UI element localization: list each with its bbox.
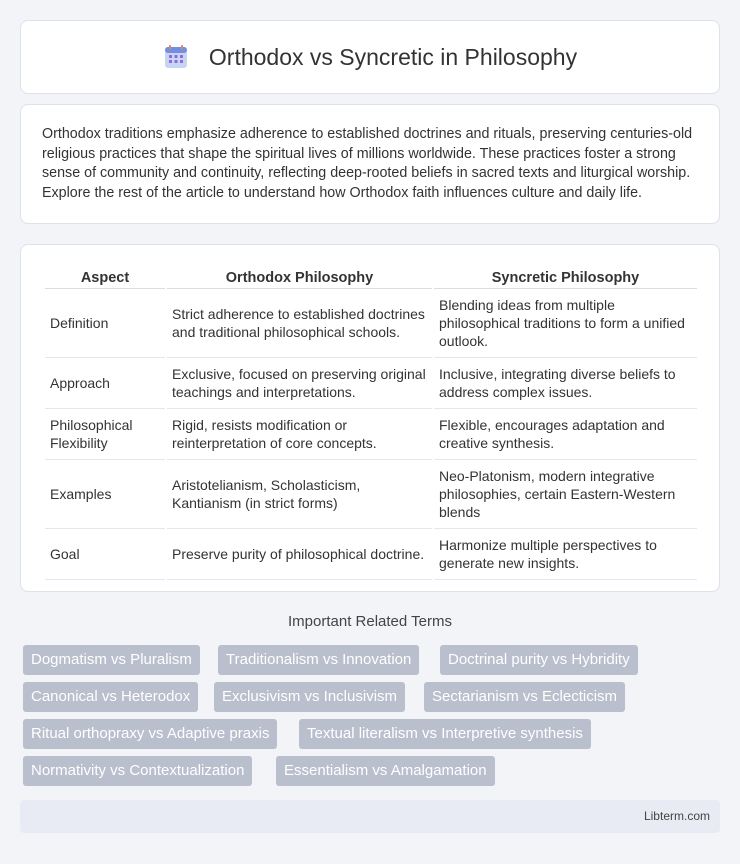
table-grid-icon xyxy=(163,44,189,70)
table-row xyxy=(45,409,697,460)
table-row xyxy=(45,529,697,580)
orthodox-cell: Exclusive, focused on preserving original teachings and interpretations. xyxy=(167,358,432,409)
aspect-cell: Approach xyxy=(45,358,165,409)
related-term-tag[interactable]: Ritual orthopraxy vs Adaptive praxis xyxy=(23,719,277,749)
syncretic-cell: Neo-Platonism, modern integrative philosophies, certain Eastern-Western blends xyxy=(434,460,697,529)
related-term-tag[interactable]: Doctrinal purity vs Hybridity xyxy=(440,645,638,675)
column-header: Aspect xyxy=(45,263,165,289)
page-title: Orthodox vs Syncretic in Philosophy xyxy=(208,43,578,70)
syncretic-cell: Harmonize multiple perspectives to generate new insights. xyxy=(434,529,697,580)
intro-card xyxy=(20,104,720,224)
intro-paragraph: Orthodox traditions emphasize adherence to established doctrines and rituals, preserving centuries-old religious practices that shape the spiritual lives of millions worldwide. These practices foster a strong sense of community and continuity, reflecting deep-rooted beliefs in sacred texts and liturgical worship. Explore the rest of the article to understand how Orthodox faith influences culture and daily life. xyxy=(42,126,693,201)
orthodox-cell: Strict adherence to established doctrines and traditional philosophical schools. xyxy=(167,289,432,358)
related-term-tag[interactable]: Traditionalism vs Innovation xyxy=(218,645,419,675)
aspect-cell: Philosophical Flexibility xyxy=(45,409,165,460)
footer-site-link[interactable]: Libterm.com xyxy=(643,809,710,823)
comparison-table xyxy=(43,263,699,580)
related-term-tag[interactable]: Textual literalism vs Interpretive synthesis xyxy=(299,719,591,749)
comparison-table-card xyxy=(20,244,720,592)
related-term-tag[interactable]: Canonical vs Heterodox xyxy=(23,682,198,712)
aspect-cell: Examples xyxy=(45,460,165,529)
related-term-tag[interactable]: Dogmatism vs Pluralism xyxy=(23,645,200,675)
column-header: Syncretic Philosophy xyxy=(434,263,697,289)
related-term-tag[interactable]: Normativity vs Contextualization xyxy=(23,756,252,786)
orthodox-cell: Preserve purity of philosophical doctrine. xyxy=(167,529,432,580)
related-term-tag[interactable]: Sectarianism vs Eclecticism xyxy=(424,682,625,712)
table-row xyxy=(45,289,697,358)
header-card xyxy=(20,20,720,94)
aspect-cell: Goal xyxy=(45,529,165,580)
syncretic-cell: Inclusive, integrating diverse beliefs to address complex issues. xyxy=(434,358,697,409)
related-terms-title: Important Related Terms xyxy=(288,613,452,630)
syncretic-cell: Flexible, encourages adaptation and creative synthesis. xyxy=(434,409,697,460)
table-row xyxy=(45,358,697,409)
table-row xyxy=(45,460,697,529)
orthodox-cell: Rigid, resists modification or reinterpretation of core concepts. xyxy=(167,409,432,460)
syncretic-cell: Blending ideas from multiple philosophical traditions to form a unified outlook. xyxy=(434,289,697,358)
related-term-tag[interactable]: Essentialism vs Amalgamation xyxy=(276,756,495,786)
aspect-cell: Definition xyxy=(45,289,165,358)
related-term-tag[interactable]: Exclusivism vs Inclusivism xyxy=(214,682,405,712)
footer-bar xyxy=(20,800,720,833)
table-header-row xyxy=(45,263,697,289)
column-header: Orthodox Philosophy xyxy=(167,263,432,289)
orthodox-cell: Aristotelianism, Scholasticism, Kantianism (in strict forms) xyxy=(167,460,432,529)
